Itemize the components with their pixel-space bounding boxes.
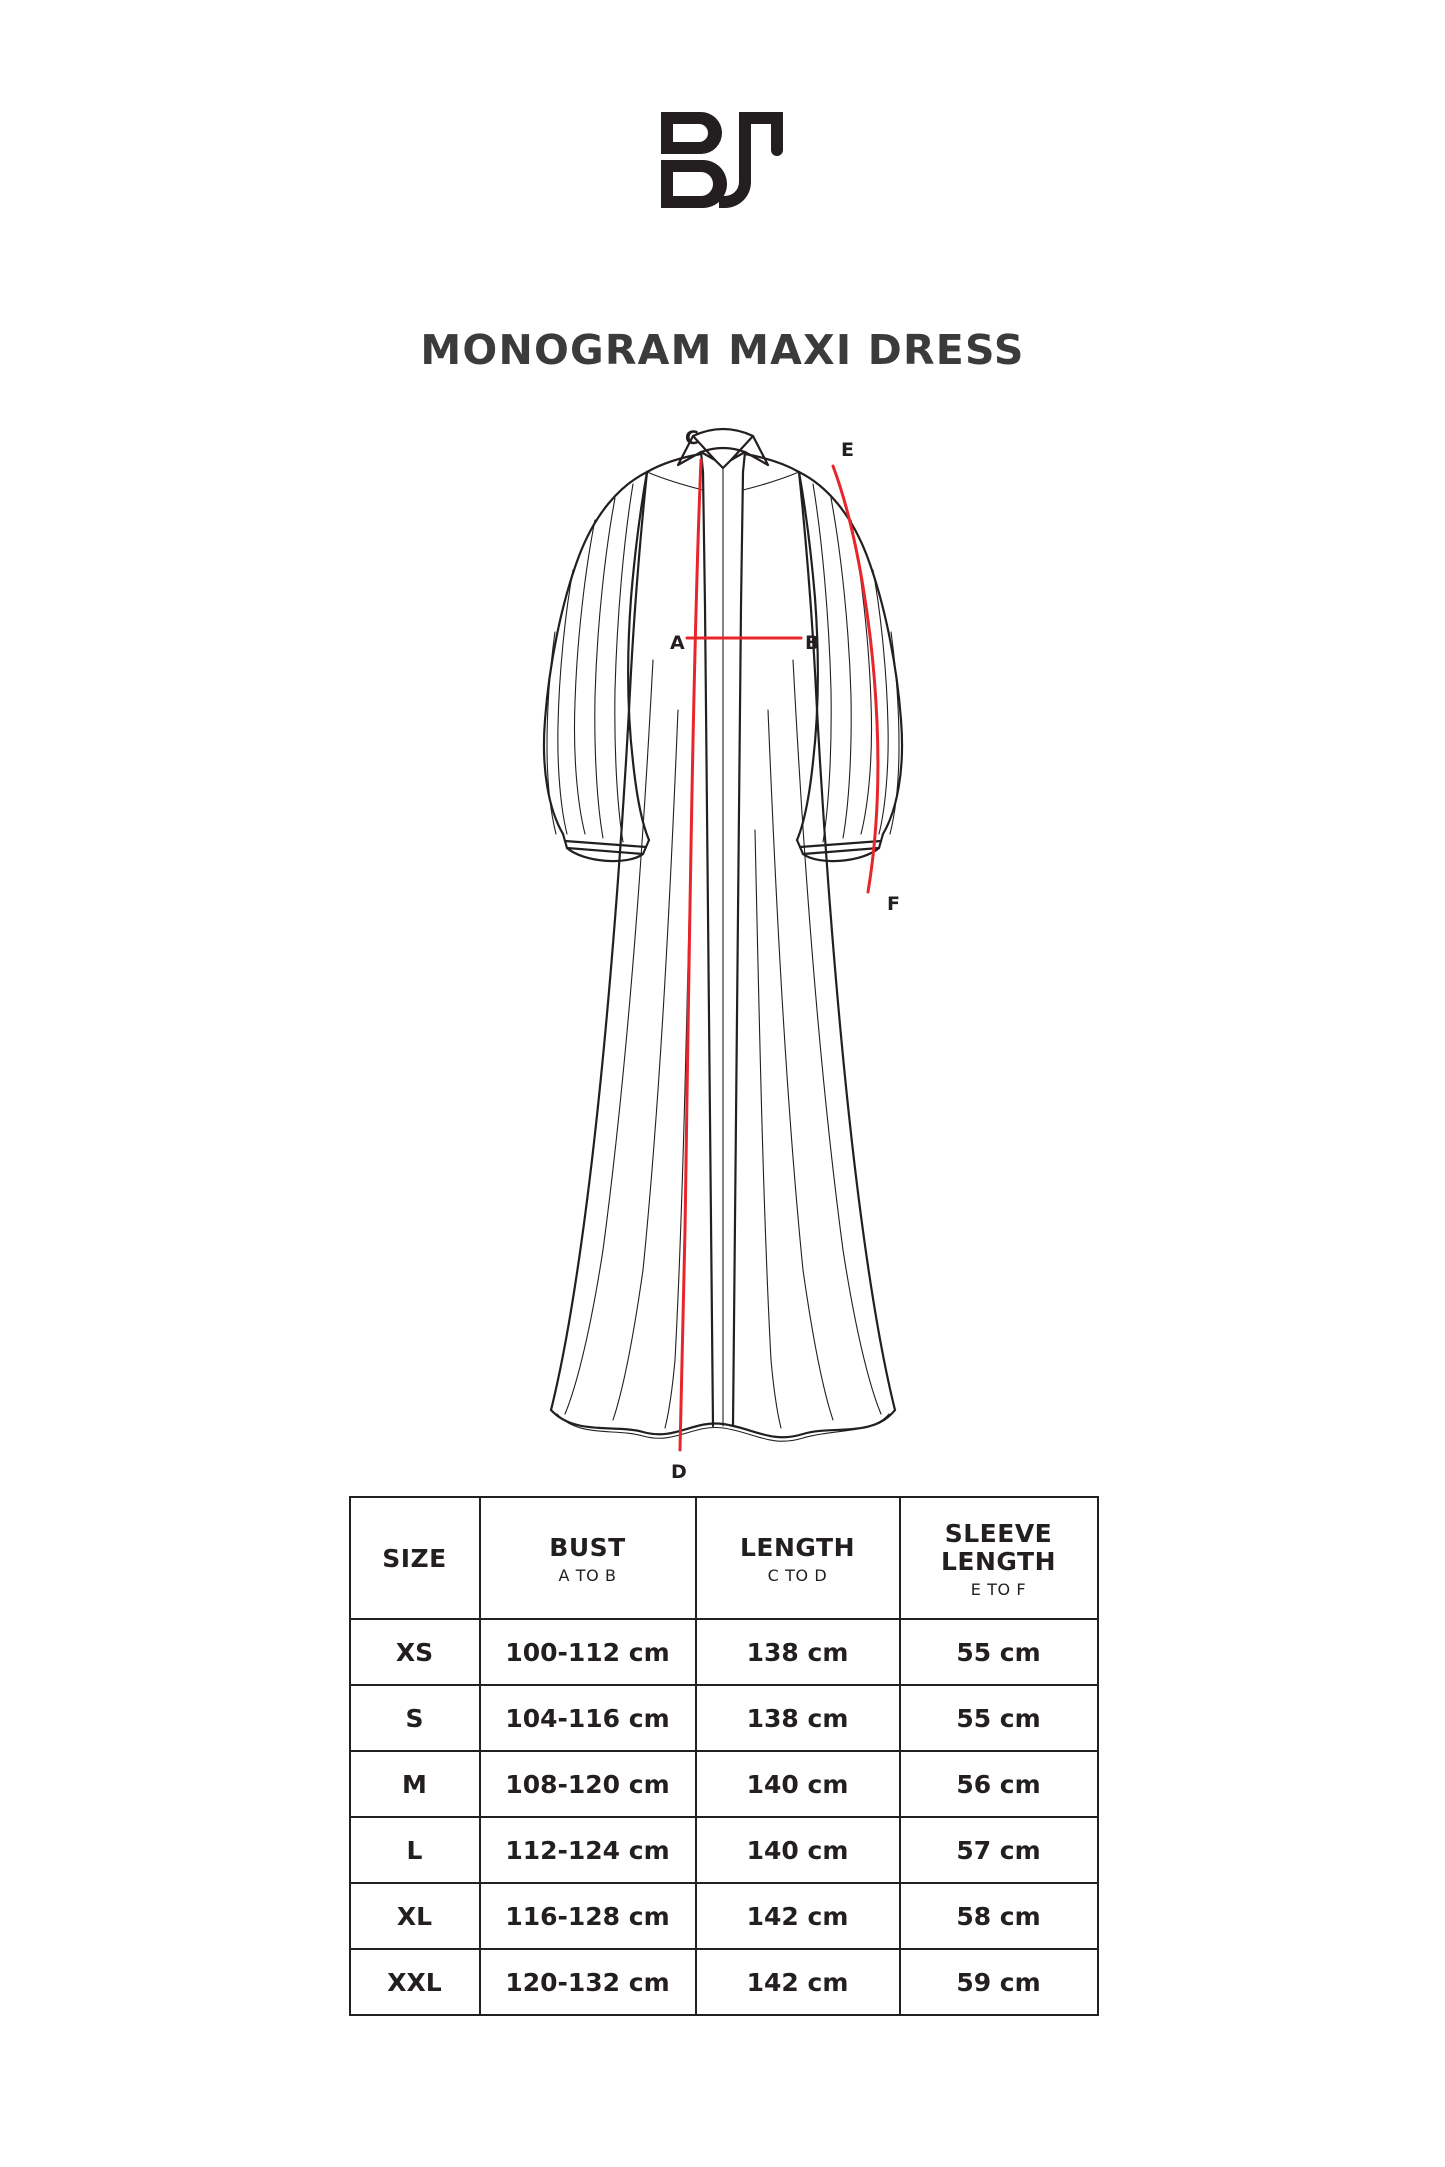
cell-sleeve: 57 cm	[900, 1817, 1098, 1883]
cell-size: XS	[350, 1619, 480, 1685]
table-row	[350, 1883, 1098, 1949]
cell-sleeve: 58 cm	[900, 1883, 1098, 1949]
column-header-sleeve	[900, 1497, 1098, 1619]
column-header-size-main: SIZE	[382, 1544, 447, 1573]
column-header-sleeve-sub: E TO F	[970, 1579, 1027, 1599]
cell-sleeve: 56 cm	[900, 1751, 1098, 1817]
size-table	[349, 1496, 1099, 2016]
column-header-size	[350, 1497, 480, 1619]
cell-bust: 116-128 cm	[480, 1883, 696, 1949]
cell-size: S	[350, 1685, 480, 1751]
cell-bust: 120-132 cm	[480, 1949, 696, 2015]
table-row	[350, 1949, 1098, 2015]
marker-label-f: F	[886, 893, 900, 915]
marker-label-a: A	[669, 632, 685, 654]
column-header-length-sub: C TO D	[767, 1565, 828, 1585]
cell-length: 142 cm	[696, 1949, 900, 2015]
column-header-bust-main: BUST	[549, 1532, 626, 1562]
table-row	[350, 1619, 1098, 1685]
cell-sleeve: 55 cm	[900, 1619, 1098, 1685]
cell-size: M	[350, 1751, 480, 1817]
table-row	[350, 1685, 1098, 1751]
marker-label-b: B	[804, 632, 819, 654]
cell-length: 140 cm	[696, 1751, 900, 1817]
cell-size: L	[350, 1817, 480, 1883]
cell-sleeve: 55 cm	[900, 1685, 1098, 1751]
table-header-row	[350, 1497, 1098, 1619]
page-title: MONOGRAM MAXI DRESS	[420, 326, 1025, 374]
column-header-bust	[480, 1497, 696, 1619]
brand-logo	[643, 104, 803, 216]
column-header-bust-sub: A TO B	[558, 1565, 617, 1585]
cell-length: 138 cm	[696, 1619, 900, 1685]
table-row	[350, 1817, 1098, 1883]
cell-size: XXL	[350, 1949, 480, 2015]
cell-bust: 108-120 cm	[480, 1751, 696, 1817]
cell-sleeve: 59 cm	[900, 1949, 1098, 2015]
cell-length: 138 cm	[696, 1685, 900, 1751]
cell-bust: 104-116 cm	[480, 1685, 696, 1751]
column-header-length	[696, 1497, 900, 1619]
marker-label-e: E	[840, 439, 854, 461]
marker-label-c: C	[684, 427, 699, 449]
cell-length: 142 cm	[696, 1883, 900, 1949]
dress-measurement-diagram	[223, 410, 1223, 1490]
table-body	[350, 1619, 1098, 2015]
cell-size: XL	[350, 1883, 480, 1949]
cell-bust: 100-112 cm	[480, 1619, 696, 1685]
column-header-sleeve-main: SLEEVE LENGTH	[941, 1518, 1056, 1576]
marker-label-d: D	[670, 1461, 687, 1483]
cell-length: 140 cm	[696, 1817, 900, 1883]
column-header-length-main: LENGTH	[740, 1532, 855, 1562]
cell-bust: 112-124 cm	[480, 1817, 696, 1883]
table-row	[350, 1751, 1098, 1817]
size-chart	[349, 1496, 1097, 2016]
